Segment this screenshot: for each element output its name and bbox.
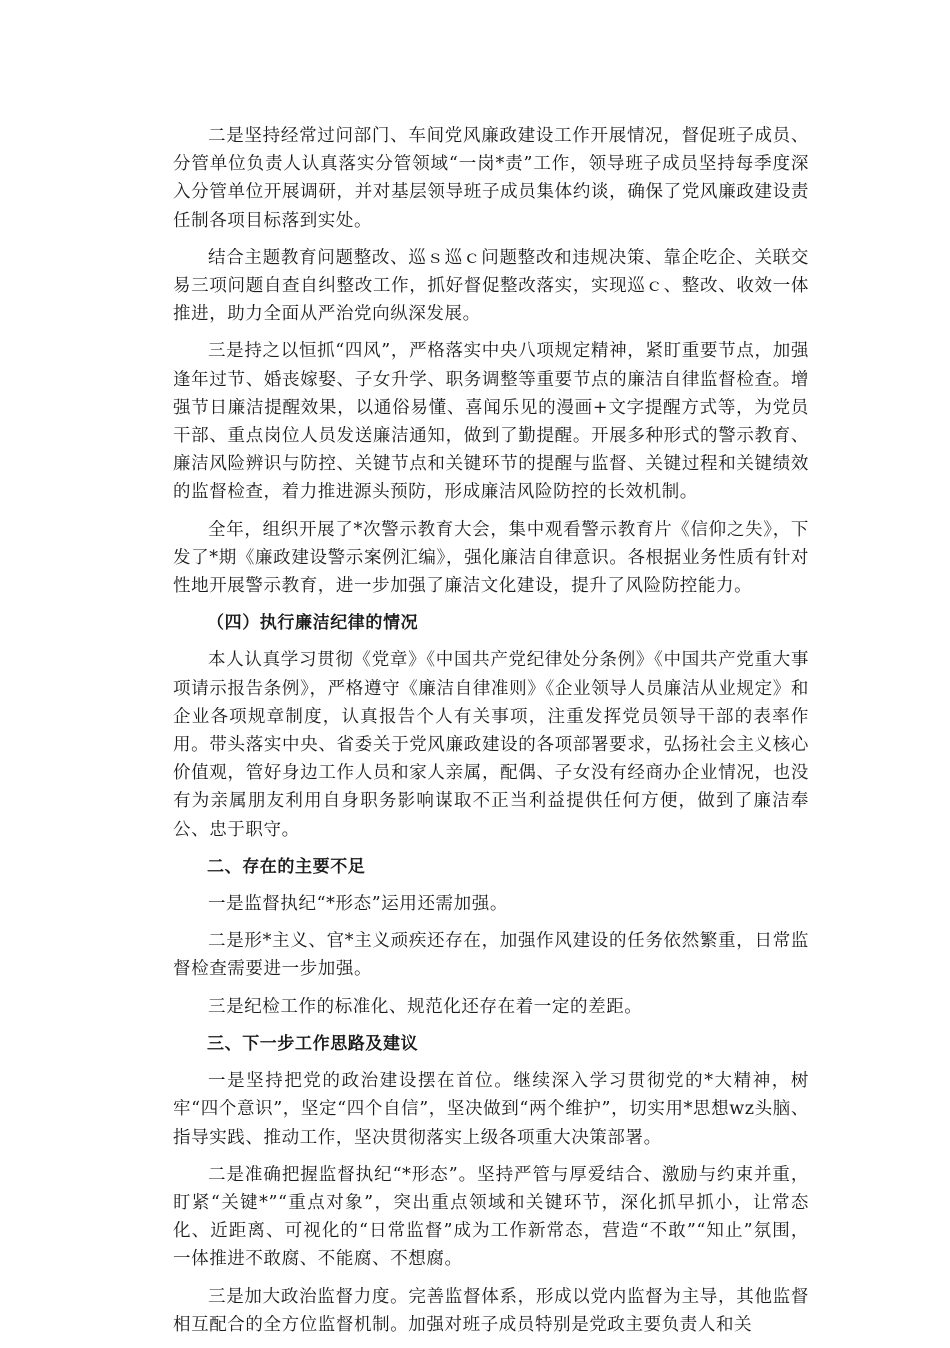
- document-body: [173, 122, 809, 1348]
- paragraph: 三是加大政治监督力度。完善监督体系，形成以党内监督为主导，其他监督相互配合的全方位监督机制。加强对班子成员特别是党政主要负责人和关: [173, 1286, 809, 1335]
- paragraph: 三是纪检工作的标准化、规范化还存在着一定的差距。: [208, 996, 643, 1017]
- paragraph: 本人认真学习贯彻《党章》《中国共产党纪律处分条例》《中国共产党重大事项请示报告条例》，严格遵守《廉洁自律准则》《企业领导人员廉洁从业规定》和企业各项规章制度，认真报告个人有关事项，注重发挥党员领导干部的表率作用。带头落实中央、省委关于党风廉政建设的各项部署要求，弘扬社会主义核心价值观，管好身边工作人员和家人亲属，配偶、子女没有经商办企业情况，也没有为亲属朋友利用自身职务影响谋取不正当利益提供任何方便，做到了廉洁奉公、忠于职守。: [173, 650, 809, 840]
- paragraph: 二是形*主义、官*主义顽疾还存在，加强作风建设的任务依然繁重，日常监督检查需要进一步加强。: [173, 931, 809, 980]
- paragraph: 一是坚持把党的政治建设摆在首位。继续深入学习贯彻党的*大精神，树牢“四个意识”，坚定“四个自信”，坚决做到“两个维护”，切实用*思想wz头脑、指导实践、推动工作，坚决贯彻落实上级各项重大决策部署。: [173, 1071, 809, 1148]
- section-heading: 三、下一步工作思路及建议: [207, 1033, 419, 1054]
- section-heading: 二、存在的主要不足: [207, 856, 366, 877]
- paragraph: 全年，组织开展了*次警示教育大会，集中观看警示教育片《信仰之失》，下发了*期《廉政建设警示案例汇编》，强化廉洁自律意识。各根据业务性质有针对性地开展警示教育，进一步加强了廉洁文化建设，提升了风险防控能力。: [173, 519, 809, 597]
- paragraph: 二是坚持经常过问部门、车间党风廉政建设工作开展情况，督促班子成员、分管单位负责人认真落实分管领域“一岗*责”工作，领导班子成员坚持每季度深入分管单位开展调研，并对基层领导班子成员集体约谈，确保了党风廉政建设责任制各项目标落到实处。: [173, 126, 809, 231]
- section-heading: （四）执行廉洁纪律的情况: [207, 613, 419, 634]
- paragraph: 一是监督执纪“*形态”运用还需加强。: [208, 894, 508, 915]
- paragraph: 结合主题教育问题整改、巡ｓ巡ｃ问题整改和违规决策、靠企吃企、关联交易三项问题自查自纠整改工作，抓好督促整改落实，实现巡ｃ、整改、收效一体推进，助力全面从严治党向纵深发展。: [173, 247, 809, 325]
- paragraph: 二是准确把握监督执纪“*形态”。坚持严管与厚爱结合、激励与约束并重，盯紧“关键*”“重点对象”，突出重点领域和关键环节，深化抓早抓小，让常态化、近距离、可视化的“日常监督”成为工作新常态，营造“不敢”“知止”氛围，一体推进不敢腐、不能腐、不想腐。: [173, 1164, 809, 1270]
- paragraph: 三是持之以恒抓“四风”，严格落实中央八项规定精神，紧盯重要节点，加强逢年过节、婚丧嫁娶、子女升学、职务调整等重要节点的廉洁自律监督检查。增强节日廉洁提醒效果，以通俗易懂、喜闻乐见的漫画+文字提醒方式等，为党员干部、重点岗位人员发送廉洁通知，做到了勤提醒。开展多种形式的警示教育、廉洁风险辨识与防控、关键节点和关键环节的提醒与监督、关键过程和关键绩效的监督检查，着力推进源头预防，形成廉洁风险防控的长效机制。: [173, 341, 809, 503]
